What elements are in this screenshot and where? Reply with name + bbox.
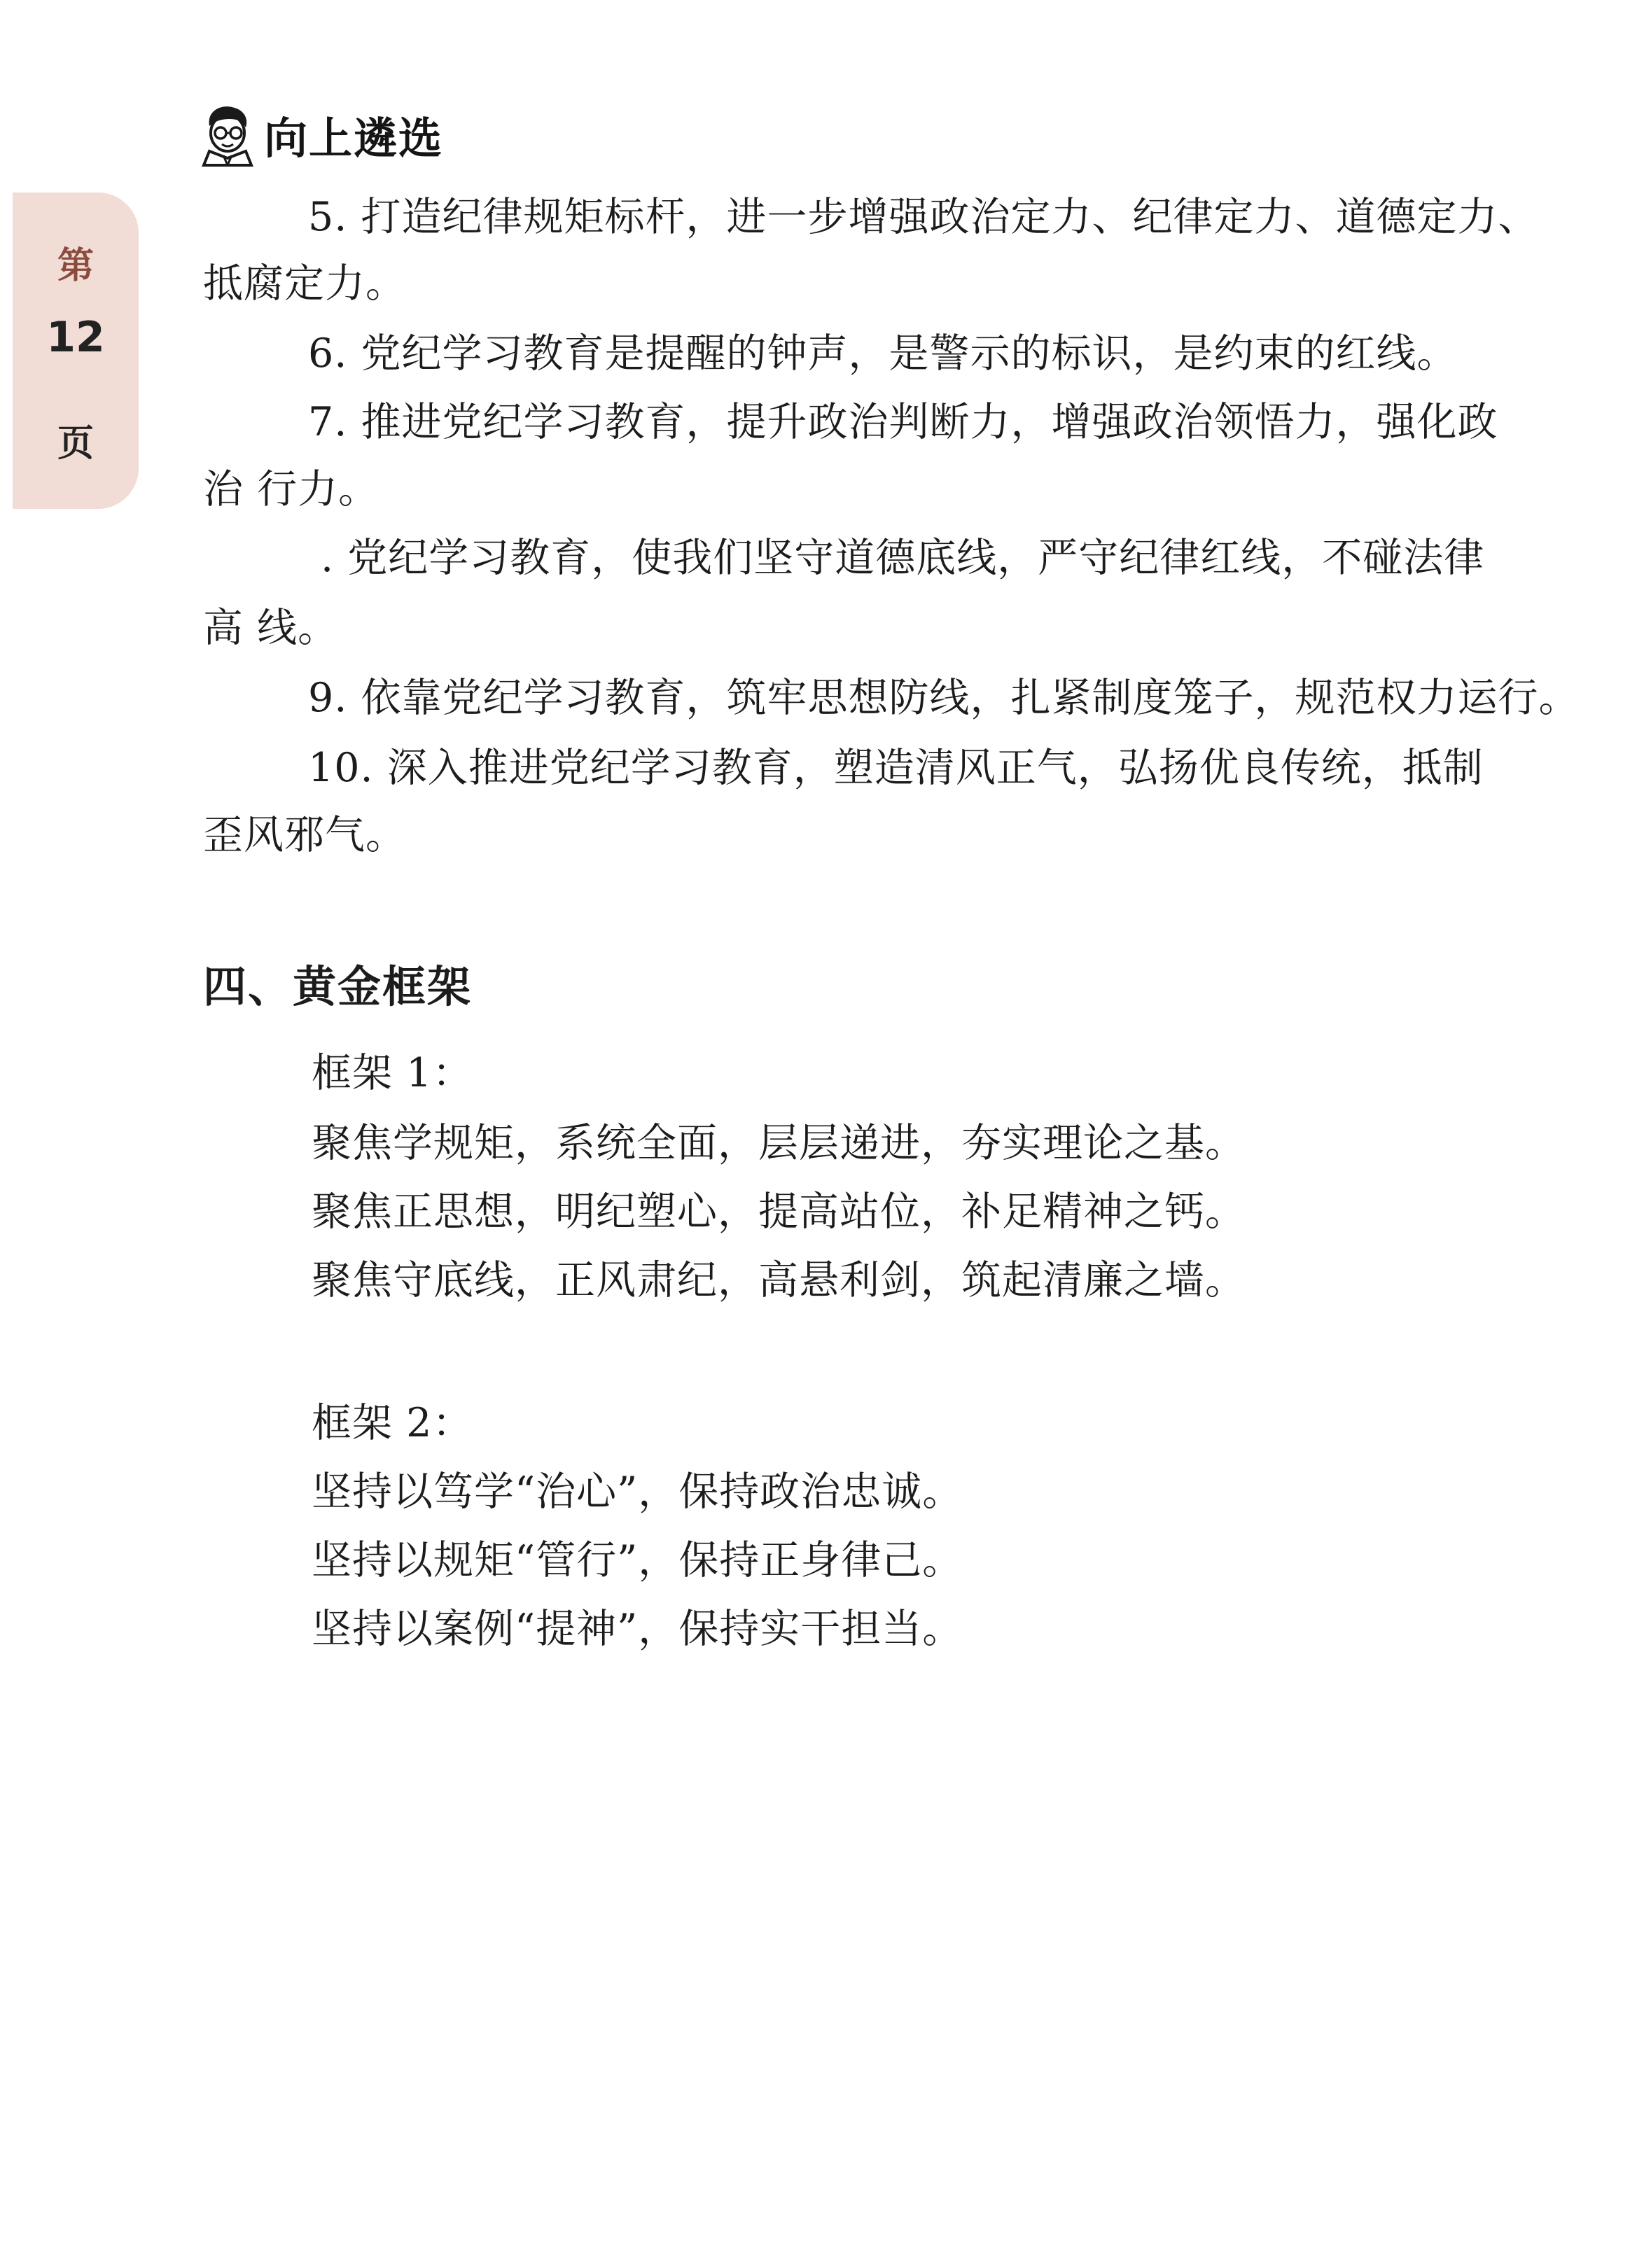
item-10-line-1: 10. 深入推进党纪学习教育，塑造清风正气，弘扬优良传统，抵制 [308,745,1484,791]
item-8-line-1: . 党纪学习教育，使我们坚守道德底线，严守纪律红线，不碰法律 [321,535,1485,581]
framework-1-line: 聚焦学规矩，系统全面，层层递进，夯实理论之基。 [312,1120,1246,1166]
item-5-line-1: 5. 打造纪律规矩标杆，进一步增强政治定力、纪律定力、道德定力、 [308,194,1539,240]
framework-2-line: 坚持以规矩“管行”，保持正身律己。 [312,1537,963,1583]
page-tab-label-top: 第 [57,245,94,287]
reading-person-icon [200,102,256,167]
page-tab-label-bottom: 页 [57,423,94,465]
item-7-line-1: 7. 推进党纪学习教育，提升政治判断力，增强政治领悟力，强化政 [308,399,1498,445]
framework-2-line: 坚持以笃学“治心”，保持政治忠诚。 [312,1469,963,1515]
framework-1-line: 聚焦守底线，正风肃纪，高悬利剑，筑起清廉之墙。 [312,1257,1246,1303]
item-5-line-2: 抵腐定力。 [203,260,406,307]
header-title: 向上遴选 [264,112,444,164]
section-heading: 四、黄金框架 [203,961,473,1012]
item-7-line-2: 治 行力。 [203,466,379,512]
framework-1-label: 框架 1： [312,1050,473,1096]
page-number-tab [13,192,139,509]
framework-1-line: 聚焦正思想，明纪塑心，提高站位，补足精神之钙。 [312,1189,1246,1235]
item-6: 6. 党纪学习教育是提醒的钟声，是警示的标识，是约束的红线。 [308,330,1458,377]
page-header [200,99,443,169]
page-number: 12 [46,313,105,362]
item-9: 9. 依靠党纪学习教育，筑牢思想防线，扎紧制度笼子，规范权力运行。 [308,675,1580,721]
framework-2-label: 框架 2： [312,1400,473,1446]
item-10-line-2: 歪风邪气。 [203,812,406,858]
item-8-line-2: 高 线。 [203,605,339,651]
framework-2-line: 坚持以案例“提神”，保持实干担当。 [312,1606,963,1652]
